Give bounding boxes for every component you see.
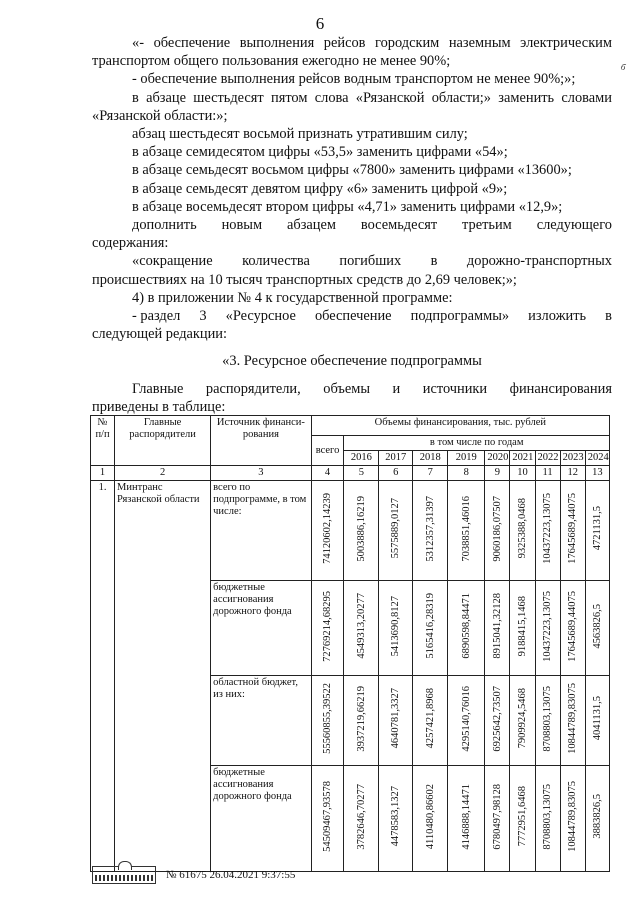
paragraph: в абзаце шестьдесят пятом слова «Рязанской области;» заменить словами «Рязанской области:»; <box>92 89 612 124</box>
cell-value: 7772951,6468 <box>516 786 528 847</box>
page-number: 6 <box>315 14 325 33</box>
cell-value: 4257421,8968 <box>424 688 436 749</box>
cell-value: 3782646,70277 <box>355 783 367 850</box>
cell-value: 17645689,44075 <box>567 590 579 662</box>
header-year: 2023 <box>560 451 585 466</box>
paragraph: в абзаце семьдесят восьмом цифры «7800» заменить цифрами «13600»; <box>132 162 572 179</box>
cell-value: 9060186,07507 <box>491 495 503 562</box>
cell-value: 8915041,32128 <box>491 593 503 659</box>
header-by-years: в том числе по годам <box>344 436 610 451</box>
cell-value: 17645689,44075 <box>567 493 579 564</box>
cell-value: 5312357,31397 <box>424 495 436 562</box>
cell-total: 55560855,39522 <box>322 683 334 754</box>
add-paragraph-rest: содержания: <box>92 235 169 252</box>
paragraph: - обеспечение выполнения рейсов водным транспортом не менее 90%;»; <box>132 71 576 88</box>
cell-total: 54509467,93578 <box>322 781 334 852</box>
row-source: всего по подпрограмме, в том числе: <box>211 481 311 581</box>
header-year: 2017 <box>379 451 413 466</box>
cell-value: 5165416,28319 <box>424 593 436 659</box>
add-paragraph-line <box>92 216 612 234</box>
header-managers: Главные распорядители <box>115 416 211 466</box>
word: и <box>392 380 401 397</box>
word: распорядители, <box>205 380 301 397</box>
header-year: 2019 <box>448 451 485 466</box>
header-year: 2016 <box>344 451 379 466</box>
column-number: 6 <box>379 466 413 481</box>
cell-value: 6925642,73507 <box>491 685 503 752</box>
column-number: 4 <box>311 466 344 481</box>
word: количества <box>242 253 310 270</box>
cell-value: 4110480,86602 <box>424 783 436 850</box>
word: объемы <box>323 380 371 397</box>
cell-value: 4640781,3327 <box>390 688 402 749</box>
header-year: 2018 <box>413 451 448 466</box>
cell-value: 7909924,5468 <box>516 688 528 749</box>
section-rest: следующей редакции: <box>92 326 227 343</box>
row-source: бюджетные ассигнования дорожного фонда <box>211 581 311 676</box>
row-number: 1. <box>91 481 115 872</box>
column-number: 3 <box>211 466 311 481</box>
word: - раздел <box>132 308 181 325</box>
column-number: 10 <box>510 466 535 481</box>
intro-rest: приведены в таблице: <box>92 398 226 415</box>
cell-total: 74120602,14239 <box>322 493 334 564</box>
cell-value: 10437223,13075 <box>542 590 554 662</box>
column-number: 11 <box>535 466 560 481</box>
paragraph: в абзаце семидесятом цифры «53,5» заменить цифрами «54»; <box>132 144 508 161</box>
quote-line <box>92 252 612 270</box>
header-total: всего <box>311 436 344 466</box>
financing-table <box>90 415 610 872</box>
table-row <box>91 481 610 581</box>
cell-value: 3883826,5 <box>591 794 603 839</box>
row-source: бюджетные ассигнования дорожного фонда <box>211 766 311 872</box>
word: абзацем <box>286 217 336 234</box>
header-year: 2021 <box>510 451 535 466</box>
word: 3 <box>199 308 207 325</box>
quote-rest: происшествиях на 10 тысяч транспортных средств до 2,69 человек;»; <box>92 271 517 288</box>
word: в <box>430 253 438 270</box>
column-number: 12 <box>560 466 585 481</box>
paragraph: абзац шестьдесят восьмой признать утратившим силу; <box>132 126 468 143</box>
cell-value: 7038851,46016 <box>460 495 472 562</box>
paragraph: в абзаце семьдесят девятом цифру «6» заменить цифрой «9»; <box>132 180 508 197</box>
word: финансирования <box>509 380 612 397</box>
cell-total: 72769214,68295 <box>322 590 334 662</box>
word: в <box>605 308 612 325</box>
cell-value: 4563826,5 <box>591 603 603 649</box>
cell-value: 3937219,66219 <box>355 685 367 752</box>
cell-value: 8708803,13075 <box>542 783 554 850</box>
document-body <box>92 34 612 416</box>
header-number: № п/п <box>91 416 115 466</box>
section-heading: «3. Ресурсное обеспечение подпрограммы <box>222 353 482 370</box>
word: следующего <box>536 217 612 234</box>
row-source: областной бюджет, из них: <box>211 676 311 766</box>
word: «Ресурсное <box>225 308 296 325</box>
word: обеспечение <box>314 308 392 325</box>
cell-value: 6890598,84471 <box>460 593 472 659</box>
word: третьим <box>462 217 512 234</box>
column-number: 5 <box>344 466 379 481</box>
cell-value: 10844789,83075 <box>567 781 579 852</box>
corner-mark: б <box>619 61 628 73</box>
intro-line <box>92 380 612 398</box>
row-manager: Минтранс Рязанской области <box>115 481 211 872</box>
header-volumes: Объемы финансирования, тыс. рублей <box>311 416 609 436</box>
cell-value: 8708803,13075 <box>542 685 554 752</box>
registry-stamp-icon <box>92 866 156 884</box>
cell-value: 10844789,83075 <box>567 683 579 754</box>
cell-value: 5003886,16219 <box>355 495 367 562</box>
cell-value: 4549313,20277 <box>355 593 367 659</box>
column-number: 9 <box>485 466 510 481</box>
word: восемьдесят <box>360 217 438 234</box>
column-number: 1 <box>91 466 115 481</box>
cell-value: 5575889,0127 <box>390 498 402 559</box>
cell-value: 9188415,1468 <box>516 595 528 657</box>
paragraph: «- обеспечение выполнения рейсов городским наземным электрическим транспортом общего пользования ежегодно не менее 90%; <box>92 35 612 70</box>
cell-value: 4041131,5 <box>591 696 603 741</box>
cell-value: 4721131,5 <box>591 506 603 551</box>
cell-value: 10437223,13075 <box>542 493 554 564</box>
cell-value: 9325388,0468 <box>516 498 528 559</box>
section-line <box>92 307 612 325</box>
word: дополнить <box>132 217 197 234</box>
document-footer <box>92 866 295 884</box>
header-year: 2020 <box>485 451 510 466</box>
paragraph: в абзаце восемьдесят втором цифры «4,71» заменить цифрами «12,9»; <box>132 198 563 215</box>
cell-value: 4146888,14471 <box>460 783 472 850</box>
header-year: 2024 <box>585 451 609 466</box>
word: изложить <box>528 308 587 325</box>
cell-value: 5413690,8127 <box>390 595 402 657</box>
word: источники <box>422 380 488 397</box>
registration-stamp: № 61675 26.04.2021 9:37:55 <box>166 869 296 881</box>
cell-value: 4478583,1327 <box>390 786 402 847</box>
word: погибших <box>339 253 402 270</box>
column-number: 8 <box>448 466 485 481</box>
word: «сокращение <box>132 253 213 270</box>
header-year: 2022 <box>535 451 560 466</box>
column-number: 13 <box>585 466 609 481</box>
cell-value: 6780497,98128 <box>491 783 503 850</box>
header-source: Источник финанси-рования <box>211 416 311 466</box>
word: новым <box>221 217 263 234</box>
appendix-line: 4) в приложении № 4 к государственной программе: <box>132 289 453 306</box>
column-number: 7 <box>413 466 448 481</box>
word: Главные <box>132 380 184 397</box>
word: подпрограммы» <box>410 308 510 325</box>
column-number: 2 <box>115 466 211 481</box>
word: дорожно-транспортных <box>466 253 612 270</box>
cell-value: 4295140,76016 <box>460 685 472 752</box>
